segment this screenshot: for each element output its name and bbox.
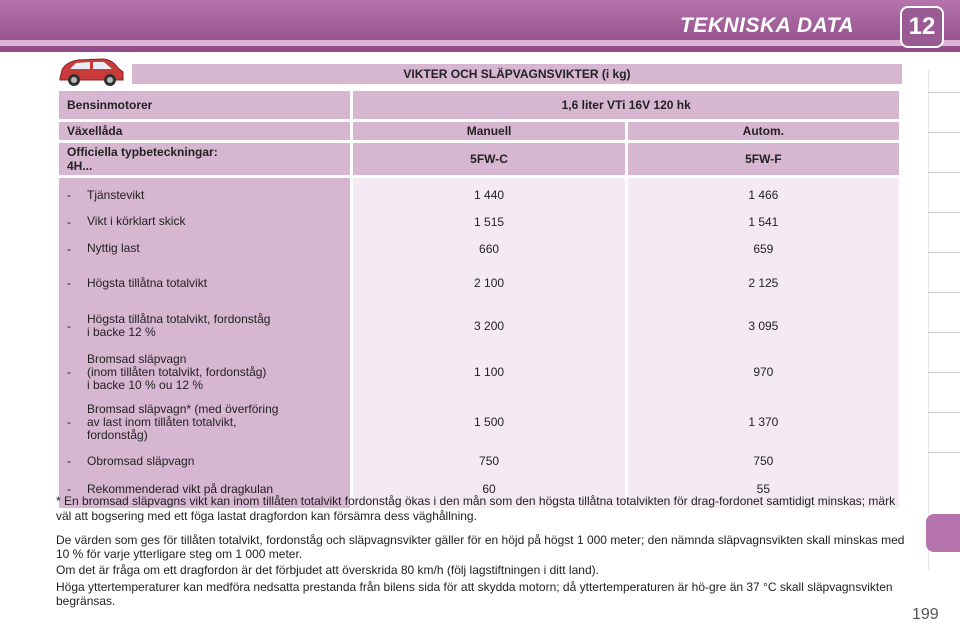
type-manual: 5FW-C <box>353 143 624 175</box>
auto-value: 2 125 <box>748 276 779 290</box>
auto-value: 3 095 <box>748 319 779 333</box>
row-dash: - <box>67 454 71 468</box>
gearbox-manual: Manuell <box>353 122 624 140</box>
auto-value: 970 <box>753 365 774 379</box>
row-label <box>67 262 342 304</box>
type-designation-label <box>59 143 350 175</box>
row-label <box>67 304 342 348</box>
manual-values-cell <box>353 178 624 508</box>
engine-label: Bensinmotorer <box>59 91 350 119</box>
row-dash: - <box>67 188 71 202</box>
side-tab[interactable] <box>928 332 960 343</box>
table-title: VIKTER OCH SLÄPVAGNSVIKTER (i kg) <box>132 64 902 84</box>
row-dash: - <box>67 365 71 379</box>
top-banner-stripe <box>0 40 960 46</box>
manual-value: 1 440 <box>474 188 505 202</box>
chapter-title: TEKNISKA DATA <box>680 14 855 37</box>
row-label <box>67 235 342 262</box>
auto-value: 55 <box>756 482 771 496</box>
manual-value: 750 <box>479 454 500 468</box>
side-tab[interactable] <box>928 252 960 263</box>
row-label <box>67 396 342 448</box>
row-label-text: Tjänstevikt <box>87 187 145 202</box>
side-tab[interactable] <box>928 92 960 103</box>
row-label-text: Bromsad släpvagn* (med överföring av last inom tillåten totalvikt, fordonståg) <box>87 401 279 442</box>
auto-value: 659 <box>753 241 774 256</box>
row-label-text: Vikt i körklart skick <box>87 214 186 228</box>
auto-value: 750 <box>753 454 774 468</box>
manual-value: 1 100 <box>474 365 505 379</box>
gearbox-auto: Autom. <box>628 122 899 140</box>
manual-values <box>361 182 616 504</box>
row-dash: - <box>67 482 71 496</box>
type-auto: 5FW-F <box>628 143 899 175</box>
row-label-text: Obromsad släpvagn <box>87 453 195 468</box>
side-tab[interactable] <box>928 132 960 143</box>
auto-values-cell <box>628 178 899 508</box>
side-index-line <box>928 70 929 570</box>
row-dash: - <box>67 415 71 429</box>
manual-value: 660 <box>479 241 500 256</box>
side-tab[interactable] <box>928 372 960 383</box>
auto-value: 1 370 <box>748 415 779 429</box>
row-label-text: Bromsad släpvagn (inom tillåten totalvikt, fordonståg) i backe 10 % ou 12 % <box>87 351 267 392</box>
weights-table <box>56 88 902 511</box>
type-label-line1: Officiella typbeteckningar: <box>67 145 218 159</box>
row-labels <box>67 182 342 504</box>
type-label-line2: 4H... <box>67 159 93 173</box>
paragraph-temperature: Höga yttertemperaturer kan medföra nedsatta prestanda från bilens sida för att skydda motorn; då yttertemperaturen är hö-gre än 37 °C skall släpvagnsvikten begränsas. <box>56 580 893 608</box>
side-tab-active[interactable] <box>926 514 960 552</box>
row-label <box>67 182 342 208</box>
paragraph-speed: Om det är fråga om ett dragfordon är det förbjudet att överskrida 80 km/h (följ lagstiftningen i ditt land). <box>56 563 599 577</box>
auto-values <box>636 182 891 504</box>
row-dash: - <box>67 241 71 256</box>
car-icon <box>56 54 126 88</box>
side-tab[interactable] <box>928 172 960 183</box>
side-tab[interactable] <box>928 412 960 423</box>
row-dash: - <box>67 214 71 229</box>
row-labels-cell <box>59 178 350 508</box>
side-tab[interactable] <box>928 452 960 463</box>
row-label <box>67 348 342 396</box>
manual-value: 2 100 <box>474 276 505 290</box>
paragraph-altitude: De värden som ges för tillåten totalvikt, fordonståg och släpvagnsvikter gäller för en höjd på högst 1 000 meter; den nämnda släpvagnsvikten skall minskas med 10 % för varje ytterligare steg om 1 000 meter. <box>56 533 905 561</box>
auto-value: 1 541 <box>748 214 779 229</box>
manual-value: 60 <box>482 482 496 496</box>
engine-value: 1,6 liter VTi 16V 120 hk <box>353 91 899 119</box>
row-label-text: Rekommenderad vikt på dragkulan <box>87 481 274 496</box>
row-label <box>67 448 342 474</box>
row-label-text: Högsta tillåtna totalvikt, fordonståg i backe 12 % <box>87 312 271 339</box>
auto-value: 1 466 <box>748 188 779 202</box>
gearbox-label: Växellåda <box>59 122 350 140</box>
side-tab[interactable] <box>928 292 960 303</box>
page-number: 199 <box>912 606 939 623</box>
chapter-number-badge[interactable]: 12 <box>900 6 944 48</box>
row-label <box>67 208 342 235</box>
footnote: * En bromsad släpvagns vikt kan inom tillåten totalvikt fordonståg ökas i den mån som den högsta tillåtna totalvikten för drag-fordonet samtidigt minskas; märk väl att bogsering med ett föga lastat dragfordon kan försämra dess väghållning. <box>56 494 896 523</box>
row-label-text: Nyttig last <box>87 241 140 255</box>
manual-value: 1 515 <box>474 214 505 229</box>
side-tab[interactable] <box>928 212 960 223</box>
row-dash: - <box>67 319 71 333</box>
row-dash: - <box>67 276 71 290</box>
manual-value: 1 500 <box>474 415 505 429</box>
manual-value: 3 200 <box>474 319 505 333</box>
row-label-text: Högsta tillåtna totalvikt <box>87 275 208 290</box>
